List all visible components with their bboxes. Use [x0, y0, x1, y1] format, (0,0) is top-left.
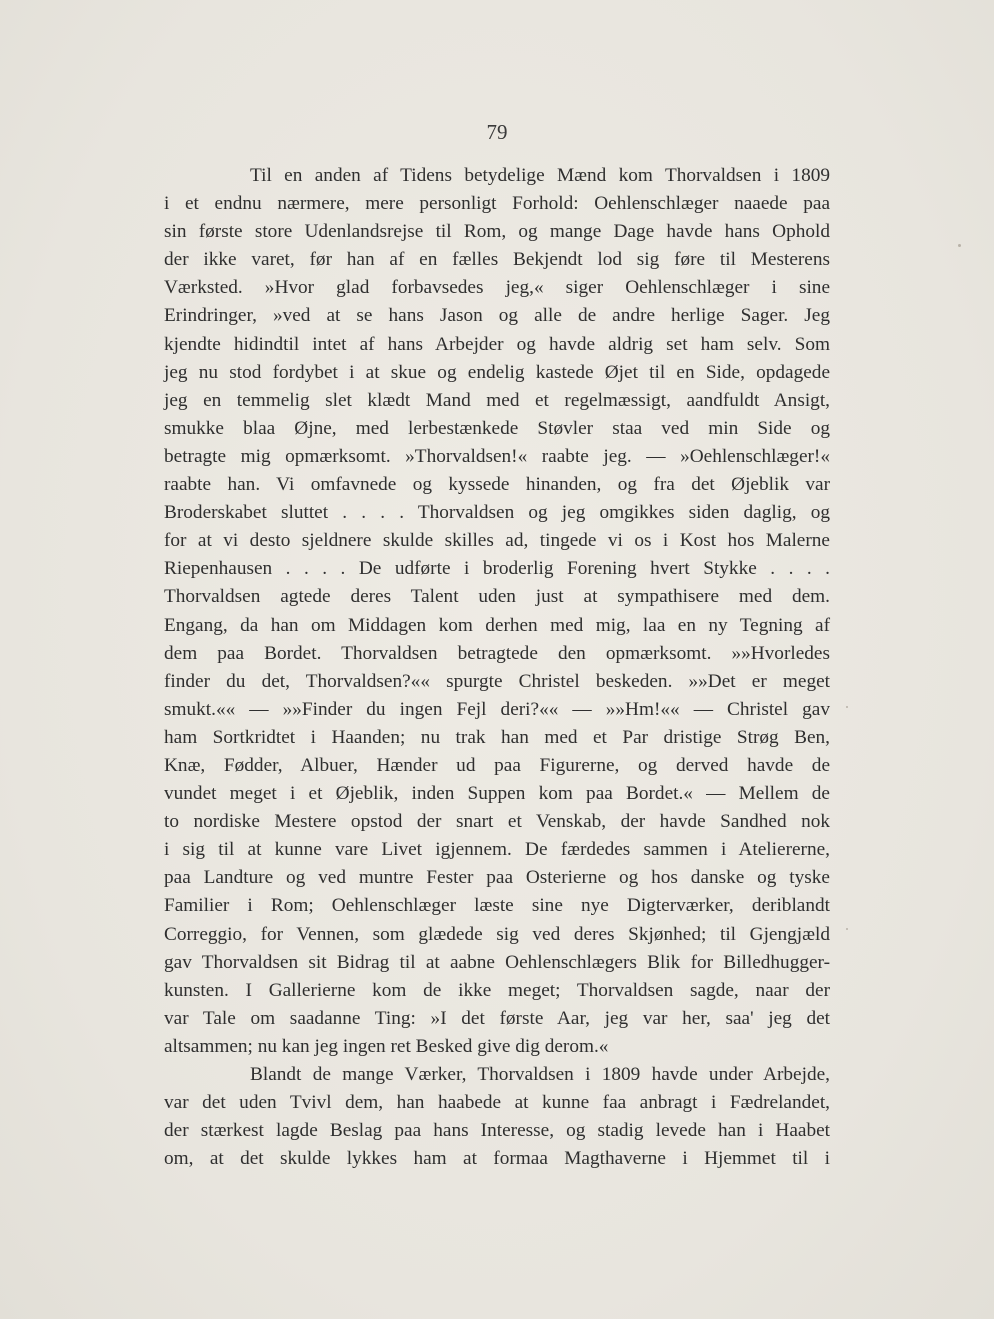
text-line: Thorvaldsen agtede deres Talent uden just at sympathisere med dem. [164, 586, 830, 608]
text-line: ham Sortkridtet i Haanden; nu trak han med et Par dristige Strøg Ben, [164, 726, 830, 748]
text-line: raabte han. Vi omfavnede og kyssede hinanden, og fra det Øjeblik var [164, 474, 830, 496]
text-line: kunsten. I Gallerierne kom de ikke meget; Thorvaldsen sagde, naar der [164, 979, 830, 1001]
text-line: Erindringer, »ved at se hans Jason og alle de andre herlige Sager. Jeg [164, 305, 830, 327]
text-line: sin første store Udenlandsrejse til Rom, og mange Dage havde hans Ophold [164, 221, 830, 243]
text-line: finder du det, Thorvaldsen?«« spurgte Christel beskeden. »»Det er meget [164, 670, 830, 692]
text-line: i sig til at kunne vare Livet igjennem. De færdedes sammen i Ateliererne, [164, 839, 830, 861]
text-line: om, at det skulde lykkes ham at formaa Magthaverne i Hjemmet til i [164, 1148, 830, 1170]
text-line: Værksted. »Hvor glad forbavsedes jeg,« siger Oehlenschlæger i sine [164, 277, 830, 299]
text-line: Knæ, Fødder, Albuer, Hænder ud paa Figurerne, og derved havde de [164, 754, 830, 776]
text-line: smukt.«« — »»Finder du ingen Fejl deri?«« — »»Hm!«« — Christel gav [164, 698, 830, 720]
text-line: der stærkest lagde Beslag paa hans Interesse, og stadig levede han i Haabet [164, 1120, 830, 1142]
text-line: to nordiske Mestere opstod der snart et Venskab, der havde Sandhed nok [164, 811, 830, 833]
paper-speck [846, 928, 848, 930]
text-line: Til en anden af Tidens betydelige Mænd kom Thorvaldsen i 1809 [250, 165, 830, 186]
text-line: Engang, da han om Middagen kom derhen med mig, laa en ny Tegning af [164, 614, 830, 636]
text-line: Blandt de mange Værker, Thorvaldsen i 1809 havde under Arbejde, [250, 1064, 830, 1085]
text-line: dem paa Bordet. Thorvaldsen betragtede den opmærksomt. »»Hvorledes [164, 642, 830, 664]
text-line: Broderskabet sluttet . . . . Thorvaldsen og jeg omgikkes siden daglig, og [164, 502, 830, 524]
text-line: der ikke varet, før han af en fælles Bekjendt lod sig føre til Mesterens [164, 249, 830, 271]
text-line: for at vi desto sjeldnere skulde skilles ad, tingede vi os i Kost hos Malerne [164, 530, 830, 552]
paper-speck [846, 706, 848, 708]
text-line: jeg en temmelig slet klædt Mand med et regelmæssigt, aandfuldt Ansigt, [164, 389, 830, 411]
paper-speck [958, 244, 961, 247]
text-line: Familier i Rom; Oehlenschlæger læste sine nye Digterværker, deriblandt [164, 895, 830, 917]
text-line: gav Thorvaldsen sit Bidrag til at aabne Oehlenschlægers Blik for Billedhugger- [164, 951, 830, 973]
text-line: smukke blaa Øjne, med lerbestænkede Støvler staa ved min Side og [164, 417, 830, 439]
page-number: 79 [486, 120, 508, 144]
text-line: altsammen; nu kan jeg ingen ret Besked give dig derom.« [164, 1035, 609, 1057]
text-line: betragte mig opmærksomt. »Thorvaldsen!« raabte jeg. — »Oehlenschlæger!« [164, 445, 830, 467]
text-line: i et endnu nærmere, mere personligt Forhold: Oehlenschlæger naaede paa [164, 193, 830, 215]
text-line: var Tale om saadanne Ting: »I det første Aar, jeg var her, saa' jeg det [164, 1007, 830, 1029]
text-line: Riepenhausen . . . . De udførte i broderlig Forening hvert Stykke . . . . [164, 558, 830, 580]
body-text [164, 162, 830, 1173]
text-line: var det uden Tvivl dem, han haabede at kunne faa anbragt i Fædrelandet, [164, 1092, 830, 1114]
text-line: jeg nu stod fordybet i at skue og endelig kastede Øjet til en Side, opdagede [164, 361, 830, 383]
text-line: Correggio, for Vennen, som glædede sig ved deres Skjønhed; til Gjengjæld [164, 923, 830, 945]
text-line: paa Landture og ved muntre Fester paa Osterierne og hos danske og tyske [164, 867, 830, 889]
text-line: kjendte hidindtil intet af hans Arbejder og havde aldrig set ham selv. Som [164, 333, 830, 355]
text-line: vundet meget i et Øjeblik, inden Suppen kom paa Bordet.« — Mellem de [164, 783, 830, 805]
